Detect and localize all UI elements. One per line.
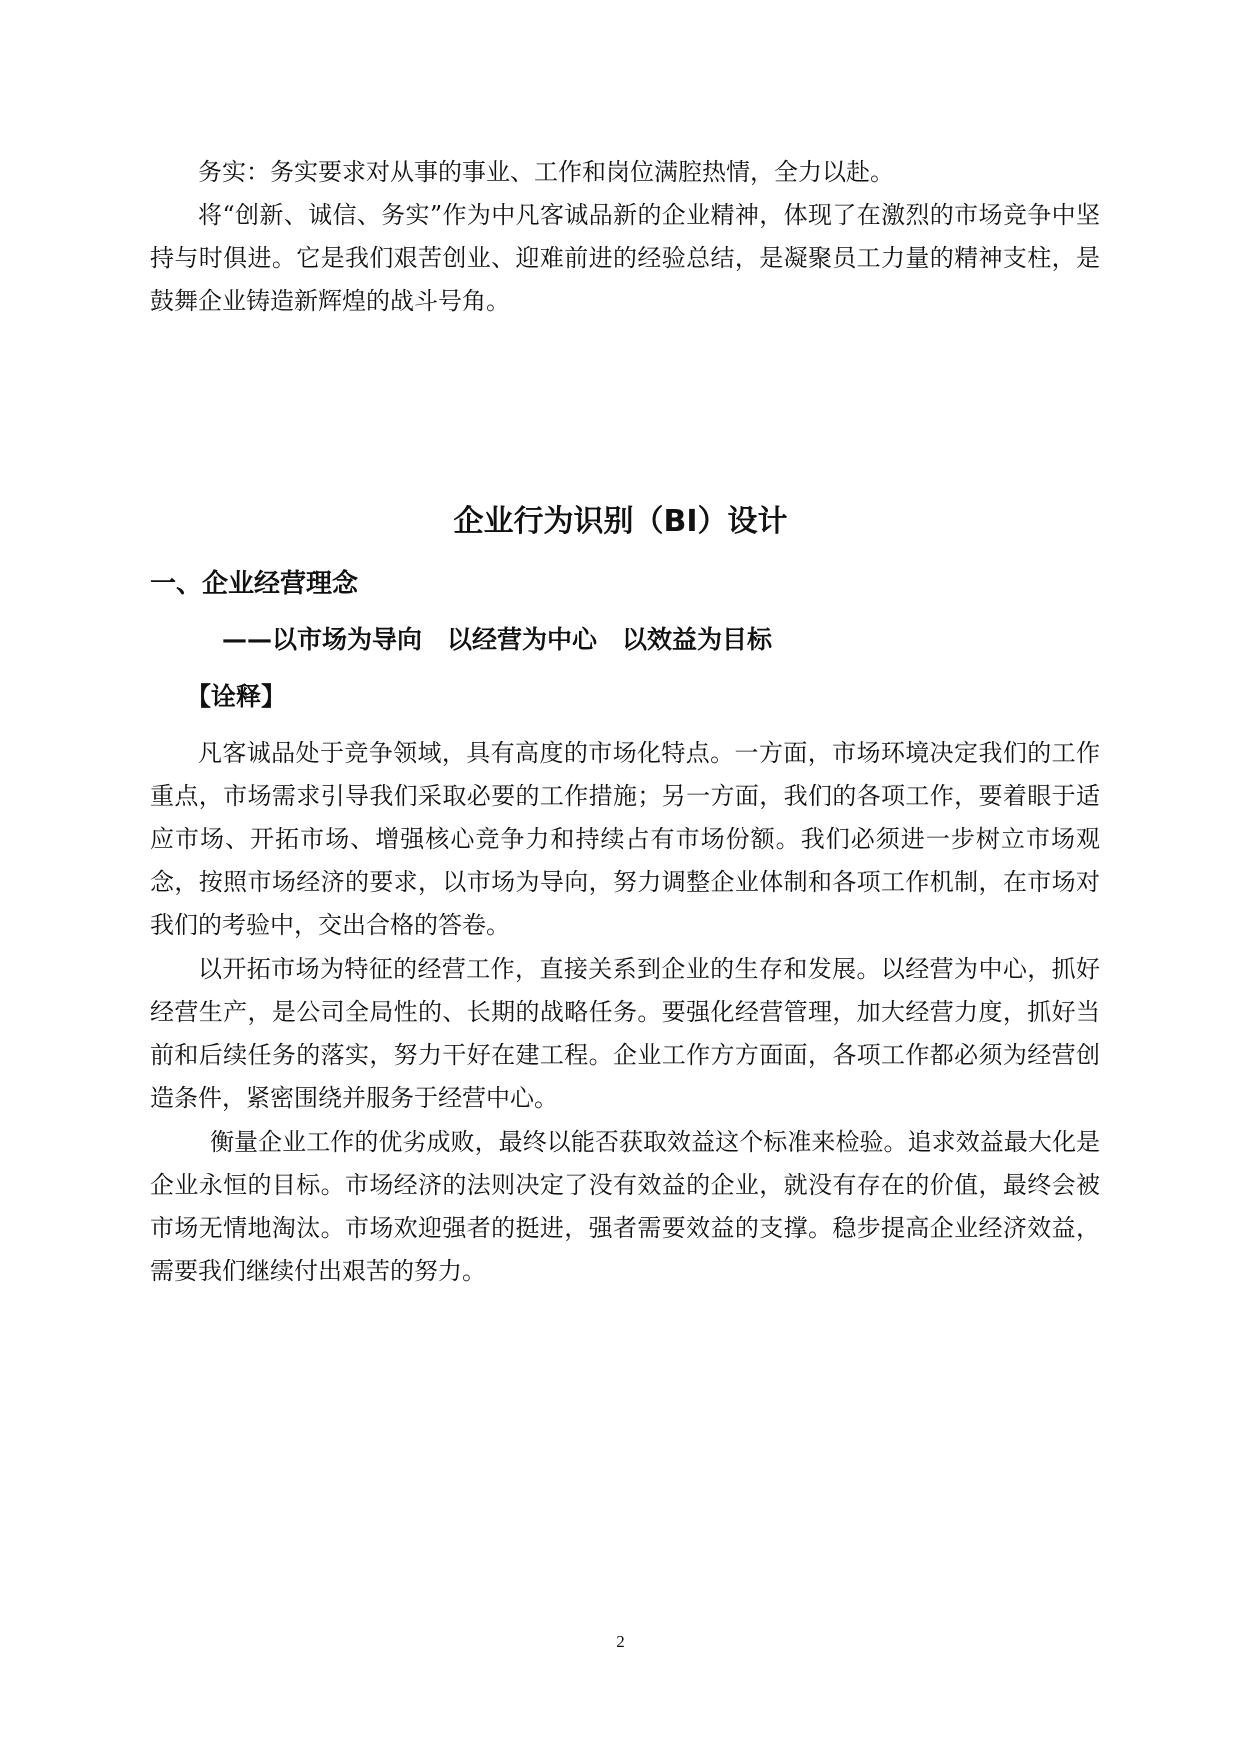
page-number: 2	[616, 1632, 625, 1651]
paragraph-spirit: 将“创新、诚信、务实”作为中凡客诚品新的企业精神，体现了在激烈的市场竞争中坚持与时俱进。它是我们艰苦创业、迎难前进的经验总结，是凝聚员工力量的精神支柱，是鼓舞企业铸造新辉煌的战斗号角。	[150, 201, 1100, 315]
paragraph-operation: 以开拓市场为特征的经营工作，直接关系到企业的生存和发展。以经营为中心，抓好经营生产，是公司全局性的、长期的战略任务。要强化经营管理，加大经营力度，抓好当前和后续任务的落实，努力干好在建工程。企业工作方方面面，各项工作都必须为经营创造条件，紧密围绕并服务于经营中心。	[150, 955, 1100, 1112]
paragraph-benefit: 衡量企业工作的优劣成败，最终以能否获取效益这个标准来检验。追求效益最大化是企业永恒的目标。市场经济的法则决定了没有效益的企业，就没有存在的价值，最终会被市场无情地淘汰。市场欢迎强者的挺进，强者需要效益的支撑。稳步提高企业经济效益，需要我们继续付出艰苦的努力。	[150, 1128, 1100, 1285]
section-title: 企业行为识别（BI）设计	[453, 504, 788, 539]
subheading-slogan: ——以市场为导向 以经营为中心 以效益为目标	[222, 625, 773, 654]
heading-business-philosophy: 一、企业经营理念	[150, 569, 359, 599]
paragraph-market: 凡客诚品处于竞争领域，具有高度的市场化特点。一方面，市场环境决定我们的工作重点，市场需求引导我们采取必要的工作措施；另一方面，我们的各项工作，要着眼于适应市场、开拓市场、增强核心竞争力和持续占有市场份额。我们必须进一步树立市场观念，按照市场经济的要求，以市场为导向，努力调整企业体制和各项工作机制，在市场对我们的考验中，交出合格的答卷。	[150, 739, 1100, 939]
label-explanation: 【诠释】	[186, 682, 287, 711]
paragraph-wushi: 务实：务实要求对从事的事业、工作和岗位满腔热情，全力以赴。	[198, 158, 894, 186]
